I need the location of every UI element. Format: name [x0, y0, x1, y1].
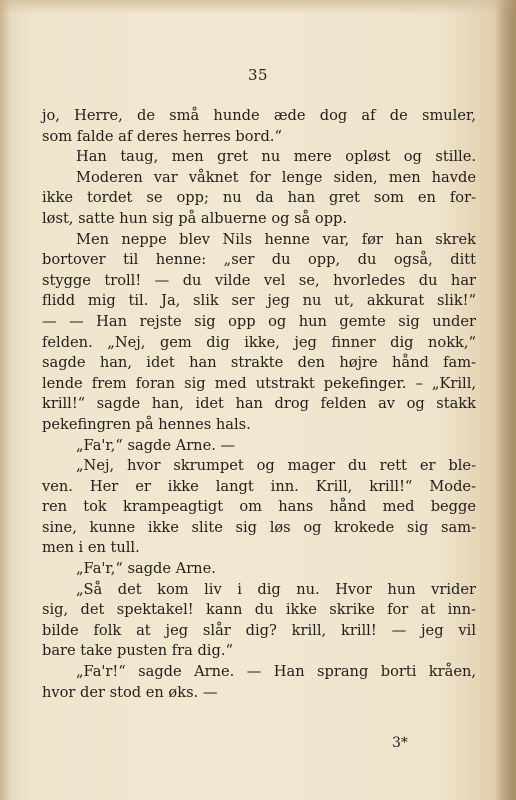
text-line: løst, satte hun sig på albuerne og så opp. [42, 209, 348, 227]
text-line: Han taug, men gret nu mere opløst og stille. [76, 148, 476, 166]
text-line: sagde han, idet han strakte den højre hånd fam- [42, 354, 476, 372]
text-line: lende frem foran sig med utstrakt pekefinger. – „Krill, [42, 374, 476, 392]
text-line: jo, Herre, de små hunde æde dog af de smuler, [42, 107, 476, 124]
text-line: — — Han rejste sig opp og hun gemte sig under [42, 312, 476, 330]
text-line: ren tok krampeagtigt om hans hånd med begge [42, 498, 476, 516]
body-text [42, 106, 476, 703]
text-line: hvor der stod en øks. — [42, 683, 218, 701]
text-line: krill!“ sagde han, idet han drog felden av og stakk [42, 395, 476, 413]
text-line: ven. Her er ikke langt inn. Krill, krill!“ Mode- [42, 477, 476, 495]
text-line: bilde folk at jeg slår dig? krill, krill! — jeg vil [42, 621, 476, 639]
text-line: Men neppe blev Nils henne var, før han skrek [76, 230, 476, 248]
text-line: bortover til henne: „ser du opp, du også, ditt [42, 251, 476, 269]
text-line: Moderen var våknet for lenge siden, men havde [76, 168, 476, 186]
page-edge-shadow-right [494, 0, 516, 800]
signature-mark: 3* [392, 735, 408, 751]
page-edge-shadow-top [0, 0, 516, 14]
text-line: pekefingren på hennes hals. [42, 415, 251, 433]
text-line: „Fa'r,“ sagde Arne. [76, 560, 216, 578]
text-line: „Nej, hvor skrumpet og mager du rett er ble- [76, 457, 476, 475]
text-line: sig, det spektakel! kann du ikke skrike for at inn- [42, 601, 476, 619]
text-line: bare take pusten fra dig.“ [42, 642, 233, 660]
text-line: flidd mig til. Ja, slik ser jeg nu ut, akkurat slik!“ [42, 292, 476, 310]
text-line: felden. „Nej, gem dig ikke, jeg finner dig nokk,“ [42, 333, 476, 351]
text-line: som falde af deres herres bord.“ [42, 127, 282, 145]
text-line: „Fa'r!“ sagde Arne. — Han sprang borti kråen, [76, 663, 476, 681]
text-line: stygge troll! — du vilde vel se, hvorledes du har [42, 271, 476, 289]
text-line: ikke tordet se opp; nu da han gret som en for- [42, 189, 476, 207]
text-line: sine, kunne ikke slite sig løs og krokede sig sam- [42, 518, 476, 536]
text-line: men i en tull. [42, 539, 140, 557]
page-number: 35 [247, 66, 269, 84]
page-edge-shadow-left [0, 0, 10, 800]
text-line: „Så det kom liv i dig nu. Hvor hun vrider [76, 580, 476, 598]
text-line: „Fa'r,“ sagde Arne. — [76, 436, 236, 454]
